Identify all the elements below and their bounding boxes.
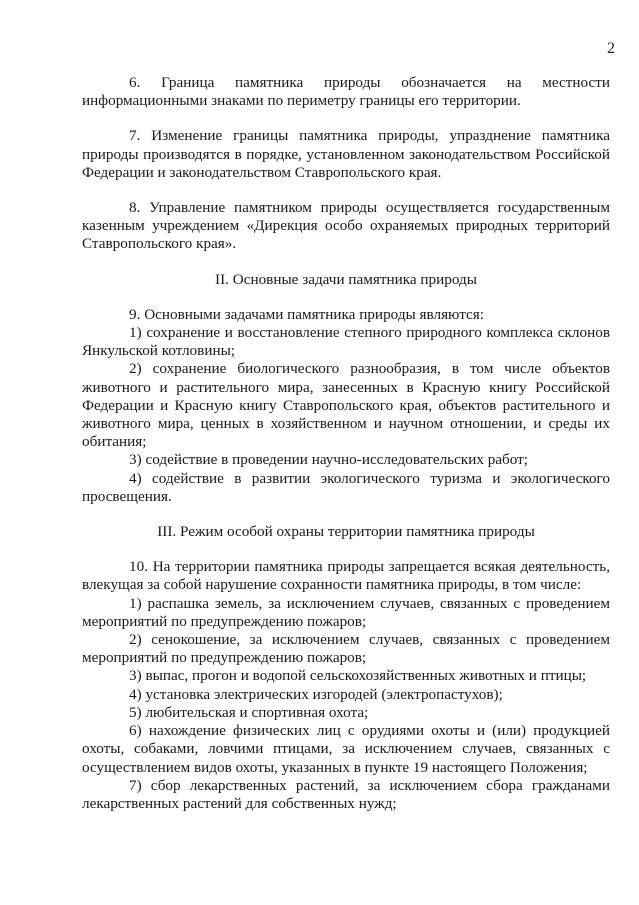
paragraph: 9. Основными задачами памятника природы являются: (129, 305, 484, 323)
page-number: 2 (607, 40, 615, 57)
paragraph: 10. На территории памятника природы запрещается всякая деятельность, влекущая за собой нарушение сохранности памятника природы, в том числе: (82, 558, 610, 594)
paragraph-spacer (82, 289, 610, 306)
paragraph-spacer (82, 110, 610, 127)
paragraph: 2) сенокошение, за исключением случаев, связанных с проведением мероприятий по предупреждению пожаров; (82, 631, 610, 667)
paragraph: 4) содействие в развитии экологического туризма и экологического просвещения. (82, 469, 610, 505)
paragraph: 5) любительская и спортивная охота; (129, 703, 369, 721)
paragraph-spacer (82, 182, 610, 199)
paragraph-spacer (82, 506, 610, 523)
paragraph: 1) распашка земель, за исключением случаев, связанных с проведением мероприятий по предупреждению пожаров; (82, 594, 610, 630)
paragraph: 7) сбор лекарственных растений, за исключением сбора гражданами лекарственных растений для собственных нужд; (82, 776, 610, 812)
paragraph: 3) содействие в проведении научно-исследовательских работ; (129, 451, 529, 469)
document-body (82, 74, 610, 813)
paragraph: 8. Управление памятником природы осуществляется государственным казенным учреждением «Дирекция особо охраняемых природных территорий Ставропольского края». (82, 199, 610, 253)
paragraph: 6. Граница памятника природы обозначается на местности информационными знаками по периметру границы его территории. (82, 74, 610, 110)
paragraph-spacer (82, 254, 610, 271)
paragraph: 3) выпас, прогон и водопой сельскохозяйственных животных и птицы; (129, 667, 587, 685)
paragraph: 2) сохранение биологического разнообразия, в том числе объектов животного и растительного мира, занесенных в Красную книгу Российской Федерации и Красную книгу Ставропольского края, объектов растительного и животного мира, ценных в хозяйственном и научном отношении, и среды их обитания; (82, 360, 610, 451)
paragraph-spacer (82, 541, 610, 558)
paragraph: 4) установка электрических изгородей (электропастухов); (129, 685, 503, 703)
paragraph: 6) нахождение физических лиц с орудиями охоты и (или) продукцией охоты, собаками, ловчими птицами, за исключением случаев, связанных с осуществлением видов охоты, указанных в пункте 19 настоящего Положения; (82, 722, 610, 776)
paragraph: 1) сохранение и восстановление степного природного комплекса склонов Янкульской котловины; (82, 324, 610, 360)
section-heading: II. Основные задачи памятника природы (215, 270, 477, 288)
paragraph: 7. Изменение границы памятника природы, упразднение памятника природы производятся в порядке, установленном законодательством Российской Федерации и законодательством Ставропольского края. (82, 127, 610, 181)
section-heading: III. Режим особой охраны территории памятника природы (157, 523, 535, 541)
